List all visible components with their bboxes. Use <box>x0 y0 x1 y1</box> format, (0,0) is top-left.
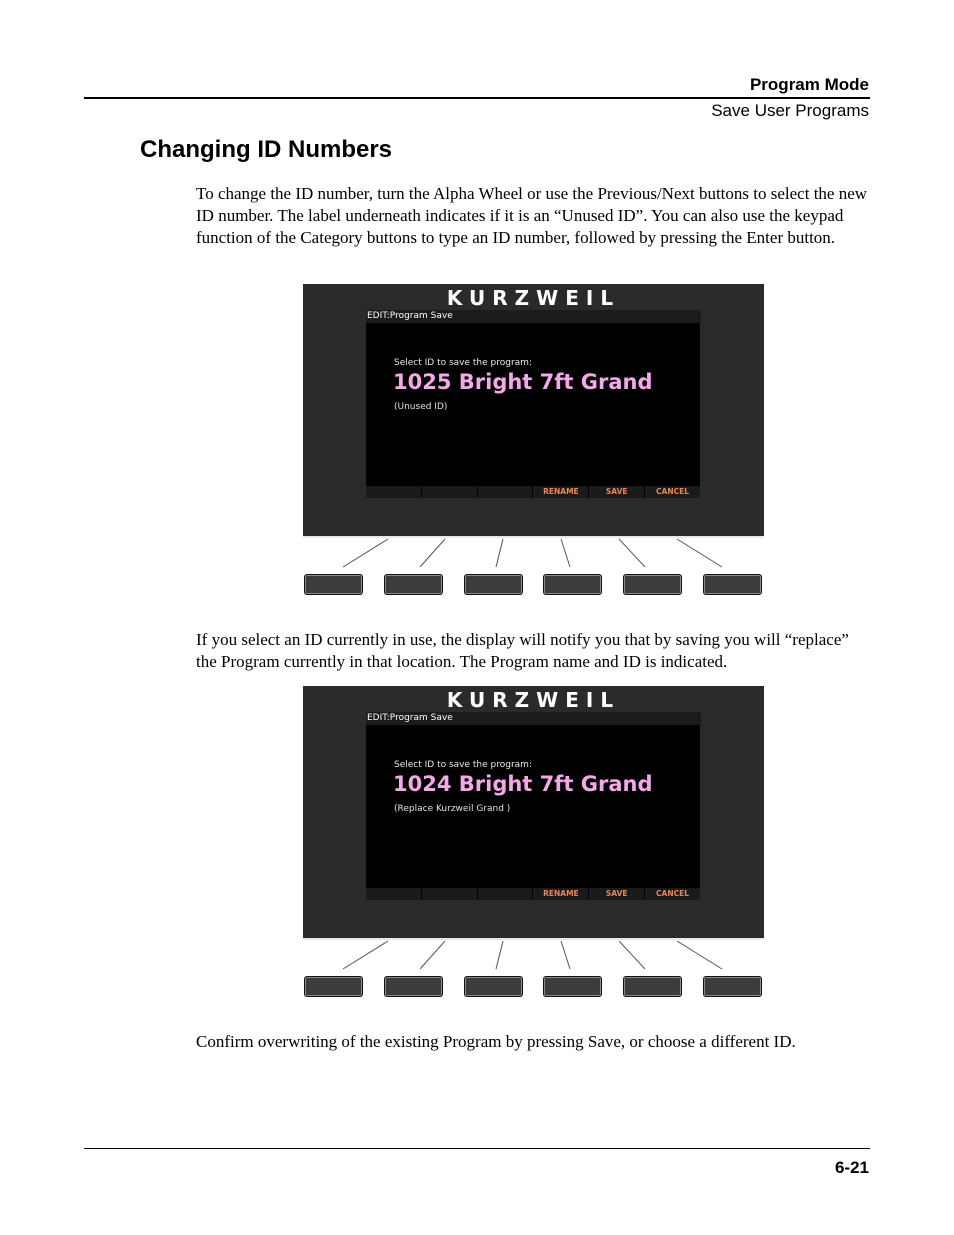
softkey-label-3 <box>478 888 533 900</box>
lcd-screen <box>366 310 700 498</box>
softkey-label-rename: RENAME <box>533 486 588 498</box>
soft-button-6[interactable] <box>703 574 762 595</box>
softkey-label-save: SAVE <box>589 888 644 900</box>
paragraph-change-id: To change the ID number, turn the Alpha Wheel or use the Previous/Next buttons to select the new ID number. The label underneath indicates if it is an “Unused ID”. You can also use the keypad function of the Category buttons to type an ID number, followed by pressing the Enter button. <box>196 184 868 247</box>
running-header-title: Program Mode <box>749 75 869 94</box>
soft-button-1[interactable] <box>304 574 363 595</box>
softkey-label-cancel: CANCEL <box>645 888 700 900</box>
button-lead-lines <box>303 940 764 976</box>
soft-button-4[interactable] <box>543 976 602 997</box>
kurzweil-display-figure-unused-id <box>303 284 764 599</box>
front-panel <box>303 686 764 940</box>
header-rule <box>84 97 870 99</box>
page-number: 6-21 <box>834 1158 869 1177</box>
paragraph-replace-notice: If you select an ID currently in use, the display will notify you that by saving you will “replace” the Program currently in that location. The Program name and ID is indicated. <box>196 630 849 671</box>
button-lead-lines <box>303 538 764 574</box>
softkey-label-1 <box>366 888 421 900</box>
softkey-bar <box>366 486 700 498</box>
softkey-bar <box>366 888 700 900</box>
save-prompt: Select ID to save the program: <box>394 358 532 368</box>
soft-button-3[interactable] <box>464 976 523 997</box>
footer-rule <box>84 1148 870 1149</box>
screen-title: EDIT:Program Save <box>366 712 701 725</box>
softkey-label-3 <box>478 486 533 498</box>
program-id-name: 1024 Bright 7ft Grand <box>393 772 653 796</box>
soft-button-5[interactable] <box>623 574 682 595</box>
softkey-label-1 <box>366 486 421 498</box>
softkey-label-rename: RENAME <box>533 888 588 900</box>
softkey-label-cancel: CANCEL <box>645 486 700 498</box>
section-title: Changing ID Numbers <box>140 136 393 163</box>
screen-title: EDIT:Program Save <box>366 310 701 323</box>
softkey-label-2 <box>422 486 477 498</box>
soft-button-5[interactable] <box>623 976 682 997</box>
soft-button-2[interactable] <box>384 976 443 997</box>
softkey-label-2 <box>422 888 477 900</box>
save-prompt: Select ID to save the program: <box>394 760 532 770</box>
paragraph-confirm: Confirm overwriting of the existing Program by pressing Save, or choose a different ID. <box>196 1032 796 1051</box>
softkey-label-save: SAVE <box>589 486 644 498</box>
lcd-screen <box>366 712 700 900</box>
soft-button-4[interactable] <box>543 574 602 595</box>
id-status-label: (Replace Kurzweil Grand ) <box>394 804 511 814</box>
program-id-name: 1025 Bright 7ft Grand <box>393 370 653 394</box>
kurzweil-logo: KURZWEIL <box>446 286 621 310</box>
soft-button-6[interactable] <box>703 976 762 997</box>
running-header-subtitle: Save User Programs <box>711 101 869 120</box>
id-status-label: (Unused ID) <box>394 402 448 412</box>
front-panel <box>303 284 764 538</box>
kurzweil-logo: KURZWEIL <box>446 688 621 712</box>
soft-button-3[interactable] <box>464 574 523 595</box>
soft-button-1[interactable] <box>304 976 363 997</box>
kurzweil-display-figure-replace <box>303 686 764 1001</box>
soft-button-2[interactable] <box>384 574 443 595</box>
